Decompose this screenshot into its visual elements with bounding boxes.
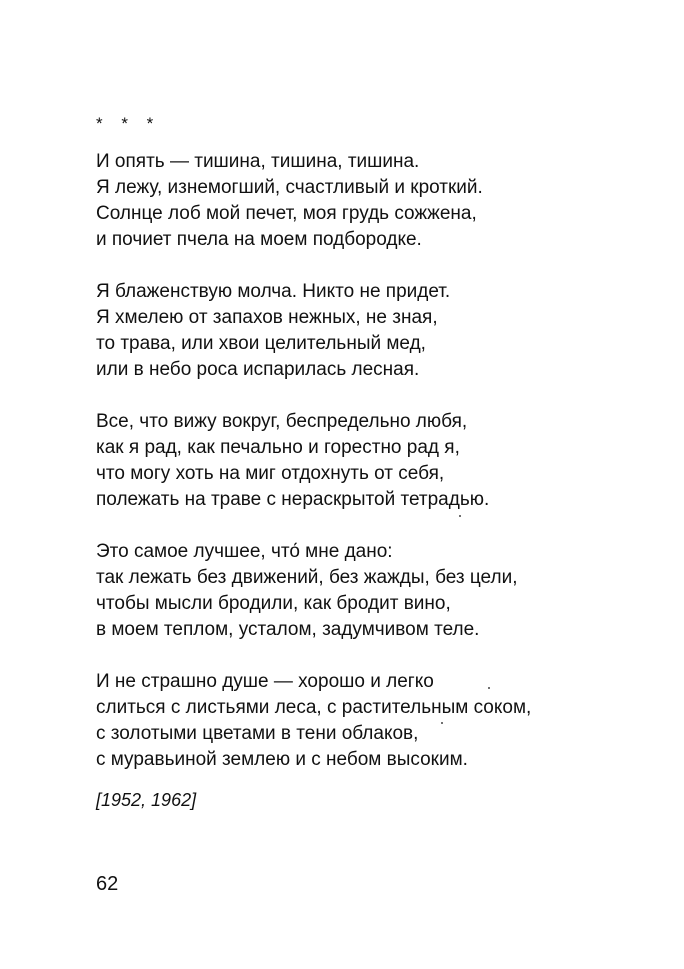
poem-line: Это самое лучшее, что́ мне дано: bbox=[96, 541, 393, 562]
poem-line: с золотыми цветами в тени облаков, bbox=[96, 723, 419, 744]
poem-line: в моем теплом, усталом, задумчивом теле. bbox=[96, 619, 480, 640]
poem-line: как я рад, как печально и горестно рад я, bbox=[96, 437, 460, 458]
poem-body bbox=[96, 149, 656, 799]
stanza-4 bbox=[96, 539, 656, 643]
poem-separator: * * * bbox=[96, 114, 161, 133]
poem-line: или в небо роса испарилась лесная. bbox=[96, 359, 420, 380]
stanza-2 bbox=[96, 279, 656, 383]
poem-line: И опять — тишина, тишина, тишина. bbox=[96, 151, 420, 172]
poem-line: с муравьиной землею и с небом высоким. bbox=[96, 749, 468, 770]
poem-line: Я хмелею от запахов нежных, не зная, bbox=[96, 307, 438, 328]
poem-date: [1952, 1962] bbox=[96, 790, 197, 810]
print-speck bbox=[459, 515, 461, 517]
print-speck bbox=[441, 722, 443, 724]
poem-line: слиться с листьями леса, с растительным соком, bbox=[96, 697, 532, 718]
poem-line: чтобы мысли бродили, как бродит вино, bbox=[96, 593, 451, 614]
poem-line: Все, что вижу вокруг, беспредельно любя, bbox=[96, 411, 468, 432]
poem-line: Я лежу, изнемогший, счастливый и кроткий. bbox=[96, 177, 483, 198]
poem-line: полежать на траве с нераскрытой тетрадью. bbox=[96, 489, 490, 510]
poem-line: И не страшно душе — хорошо и легко bbox=[96, 671, 434, 692]
stanza-3 bbox=[96, 409, 656, 513]
poem-line: то трава, или хвои целительный мед, bbox=[96, 333, 426, 354]
stanza-5 bbox=[96, 669, 656, 773]
page-number: 62 bbox=[96, 873, 119, 895]
poem-line: Солнце лоб мой печет, моя грудь сожжена, bbox=[96, 203, 477, 224]
poem-line: так лежать без движений, без жажды, без цели, bbox=[96, 567, 518, 588]
poem-line: Я блаженствую молча. Никто не придет. bbox=[96, 281, 451, 302]
poem-line: и почиет пчела на моем подбородке. bbox=[96, 229, 422, 250]
print-speck bbox=[488, 687, 490, 689]
stanza-1 bbox=[96, 149, 656, 253]
poem-line: что могу хоть на миг отдохнуть от себя, bbox=[96, 463, 445, 484]
